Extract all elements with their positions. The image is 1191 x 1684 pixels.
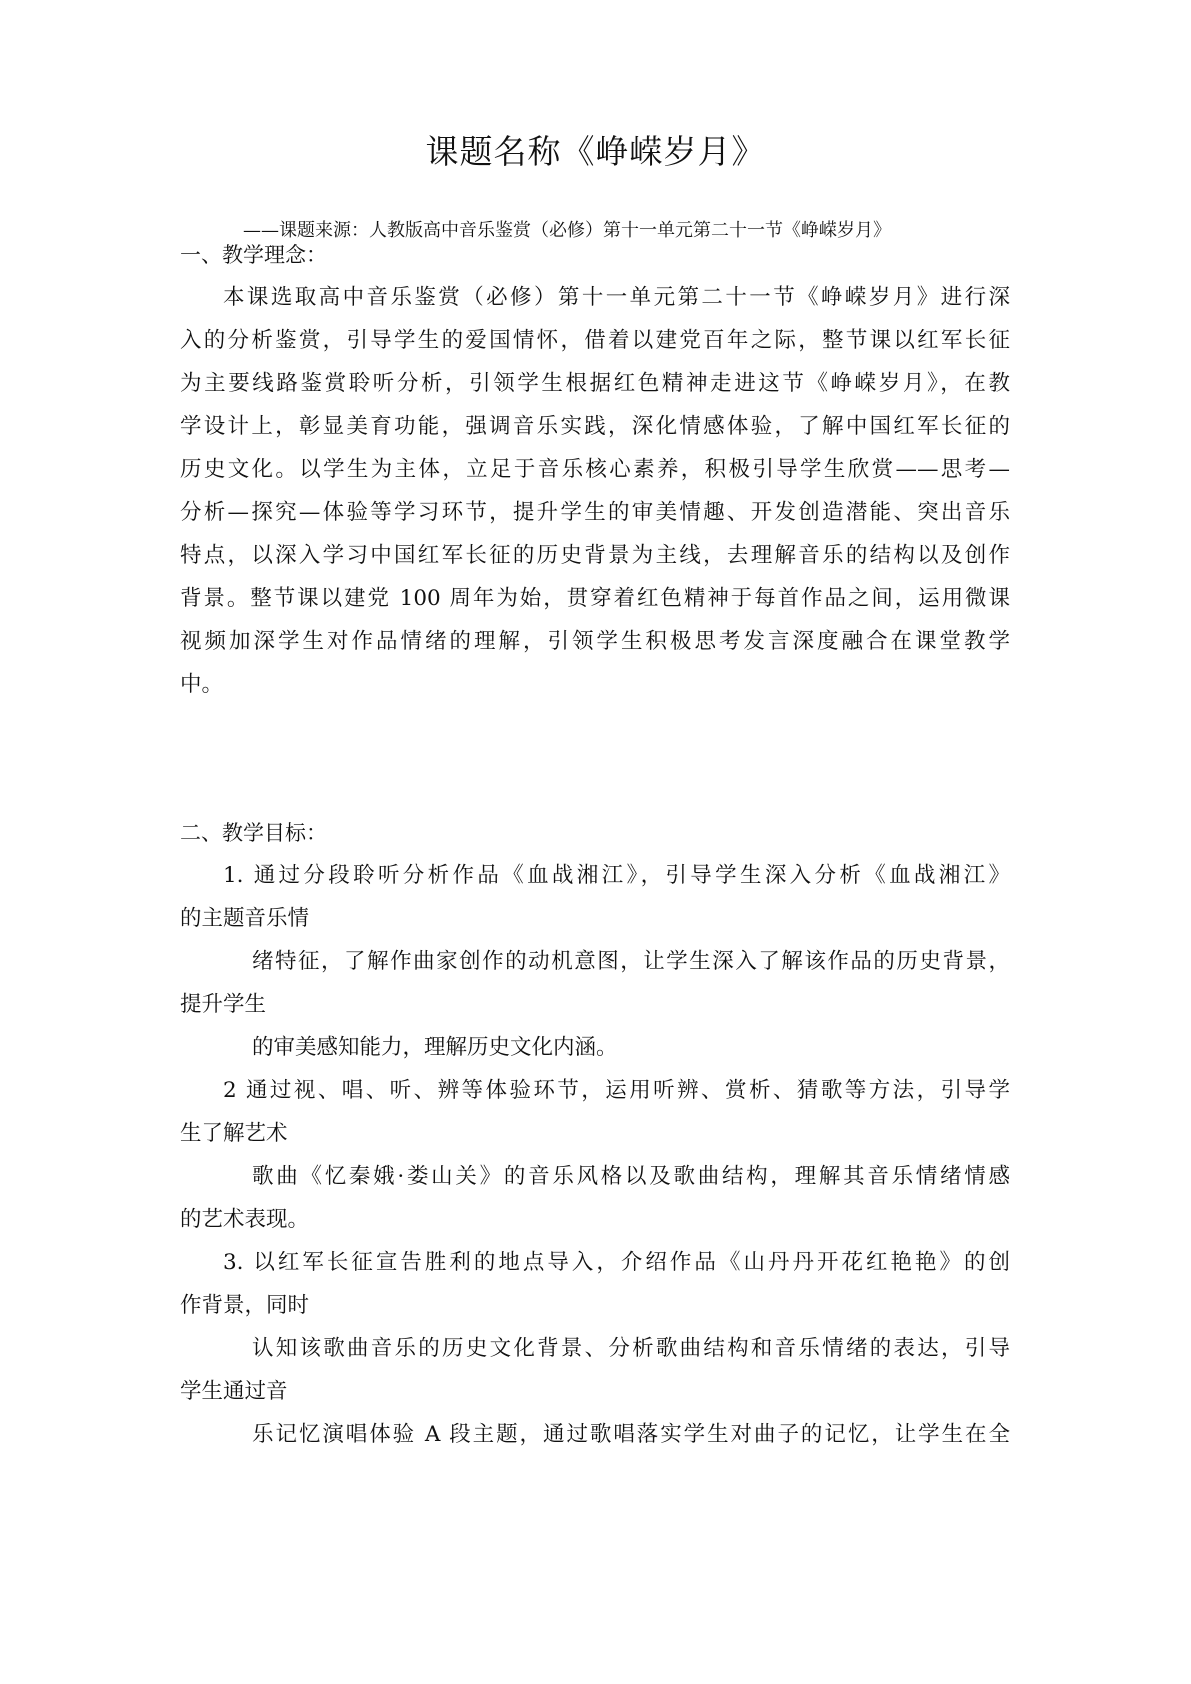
course-source: ——课题来源：人教版高中音乐鉴赏（必修）第十一单元第二十一节《峥嵘岁月》 (243, 220, 891, 241)
paragraph-line: 特点，以深入学习中国红军长征的历史背景为主线，去理解音乐的结构以及创作 (180, 543, 1010, 568)
paragraph-line: 背景。整节课以建党 100 周年为始，贯穿着红色精神于每首作品之间，运用微课 (180, 586, 1010, 611)
paragraph-line: 分析—探究—体验等学习环节，提升学生的审美情趣、开发创造潜能、突出音乐 (180, 500, 1010, 525)
section-heading-teaching-goals: 二、教学目标： (180, 821, 327, 845)
goal-line: 的审美感知能力，理解历史文化内涵。 (252, 1035, 618, 1060)
goal-line: 作背景，同时 (180, 1293, 310, 1318)
goal-line: 绪特征，了解作曲家创作的动机意图，让学生深入了解该作品的历史背景， (252, 949, 1010, 974)
paragraph-line: 学设计上，彰显美育功能，强调音乐实践，深化情感体验，了解中国红军长征的 (180, 414, 1010, 439)
paragraph-line: 历史文化。以学生为主体，立足于音乐核心素养，积极引导学生欣赏——思考— (180, 457, 1010, 482)
paragraph-line: 视频加深学生对作品情绪的理解，引领学生积极思考发言深度融合在课堂教学 (180, 629, 1010, 654)
paragraph-line: 中。 (180, 672, 224, 697)
goal-line: 2 通过视、唱、听、辨等体验环节，运用听辨、赏析、猜歌等方法，引导学 (223, 1078, 1010, 1103)
goal-line: 1. 通过分段聆听分析作品《血战湘江》，引导学生深入分析《血战湘江》 (223, 863, 1010, 888)
goal-line: 乐记忆演唱体验 A 段主题，通过歌唱落实学生对曲子的记忆，让学生在全 (252, 1422, 1010, 1447)
goal-line: 生了解艺术 (180, 1121, 288, 1146)
paragraph-line: 为主要线路鉴赏聆听分析，引领学生根据红色精神走进这节《峥嵘岁月》，在教 (180, 371, 1010, 396)
goal-line: 歌曲《忆秦娥·娄山关》的音乐风格以及歌曲结构，理解其音乐情绪情感 (252, 1164, 1010, 1189)
goal-line: 学生通过音 (180, 1379, 288, 1404)
section-heading-teaching-philosophy: 一、教学理念： (180, 243, 327, 267)
paragraph-line: 入的分析鉴赏，引导学生的爱国情怀，借着以建党百年之际，整节课以红军长征 (180, 328, 1010, 353)
document-title: 课题名称《峥嵘岁月》 (425, 132, 766, 171)
goal-line: 提升学生 (180, 992, 267, 1017)
goal-line: 的艺术表现。 (180, 1207, 310, 1232)
section-body-teaching-goals (180, 854, 1010, 1456)
section-body-teaching-philosophy (180, 276, 1010, 706)
goal-line: 的主题音乐情 (180, 906, 310, 931)
goal-line: 认知该歌曲音乐的历史文化背景、分析歌曲结构和音乐情绪的表达，引导 (252, 1336, 1010, 1361)
goal-line: 3. 以红军长征宣告胜利的地点导入，介绍作品《山丹丹开花红艳艳》的创 (223, 1250, 1010, 1275)
paragraph-line: 本课选取高中音乐鉴赏（必修）第十一单元第二十一节《峥嵘岁月》进行深 (223, 285, 1010, 310)
